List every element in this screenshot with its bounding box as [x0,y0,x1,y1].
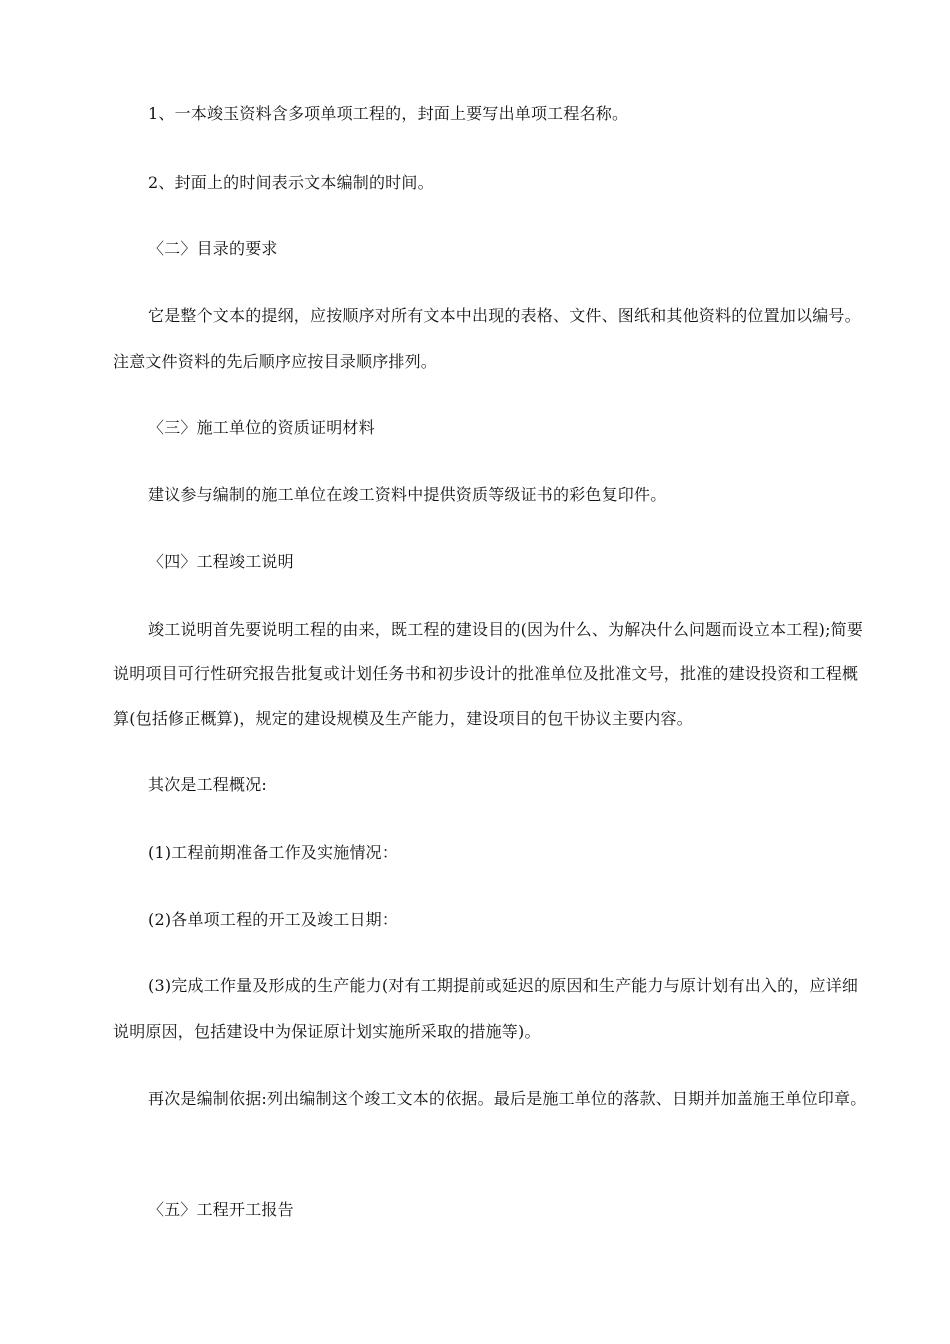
paragraph-completion-line-1: 竣工说明首先要说明工程的由来，既工程的建设目的(因为什么、为解决什么问题而设立本工程);简要 [148,620,864,639]
paragraph-overview-item-3-line-1: (3)完成工作量及形成的生产能力(对有工期提前或延迟的原因和生产能力与原计划有出入的，应详细 [148,976,859,995]
paragraph-toc-line-1: 它是整个文本的提纲，应按顺序对所有文本中出现的表格、文件、图纸和其他资料的位置加以编号。 [148,306,861,325]
paragraph-basis: 再次是编制依据:列出编制这个竣工文本的依据。最后是施工单位的落款、日期并加盖施王单位印章。 [148,1089,867,1108]
paragraph-overview-item-3-line-2: 说明原因，包括建设中为保证原计划实施所采取的措施等)。 [113,1022,541,1041]
section-heading-2: 〈二〉目录的要求 [148,239,278,258]
paragraph-overview-intro: 其次是工程概况: [148,775,267,794]
paragraph-overview-item-2: (2)各单项工程的开工及竣工日期： [148,910,399,929]
paragraph-cover-item-2: 2、封面上的时间表示文本编制的时间。 [148,173,434,192]
section-heading-5: 〈五〉工程开工报告 [148,1200,294,1219]
paragraph-completion-line-2: 说明项目可行性研究报告批复或计划任务书和初步设计的批准单位及批准文号，批准的建设投资和工程概 [113,664,859,683]
paragraph-overview-item-1: (1)工程前期准备工作及实施情况： [148,843,399,862]
paragraph-cover-item-1: 1、一本竣玉资料含多项单项工程的，封面上要写出单项工程名称。 [148,104,629,123]
paragraph-toc-line-2: 注意文件资料的先后顺序应按目录顺序排列。 [113,352,438,371]
section-heading-3: 〈三〉施工单位的资质证明材料 [148,418,375,437]
paragraph-qualification: 建议参与编制的施工单位在竣工资料中提供资质等级证书的彩色复印件。 [148,485,667,504]
paragraph-completion-line-3: 算(包括修正概算)，规定的建设规模及生产能力，建设项目的包干协议主要内容。 [113,709,693,728]
section-heading-4: 〈四〉工程竣工说明 [148,552,294,571]
